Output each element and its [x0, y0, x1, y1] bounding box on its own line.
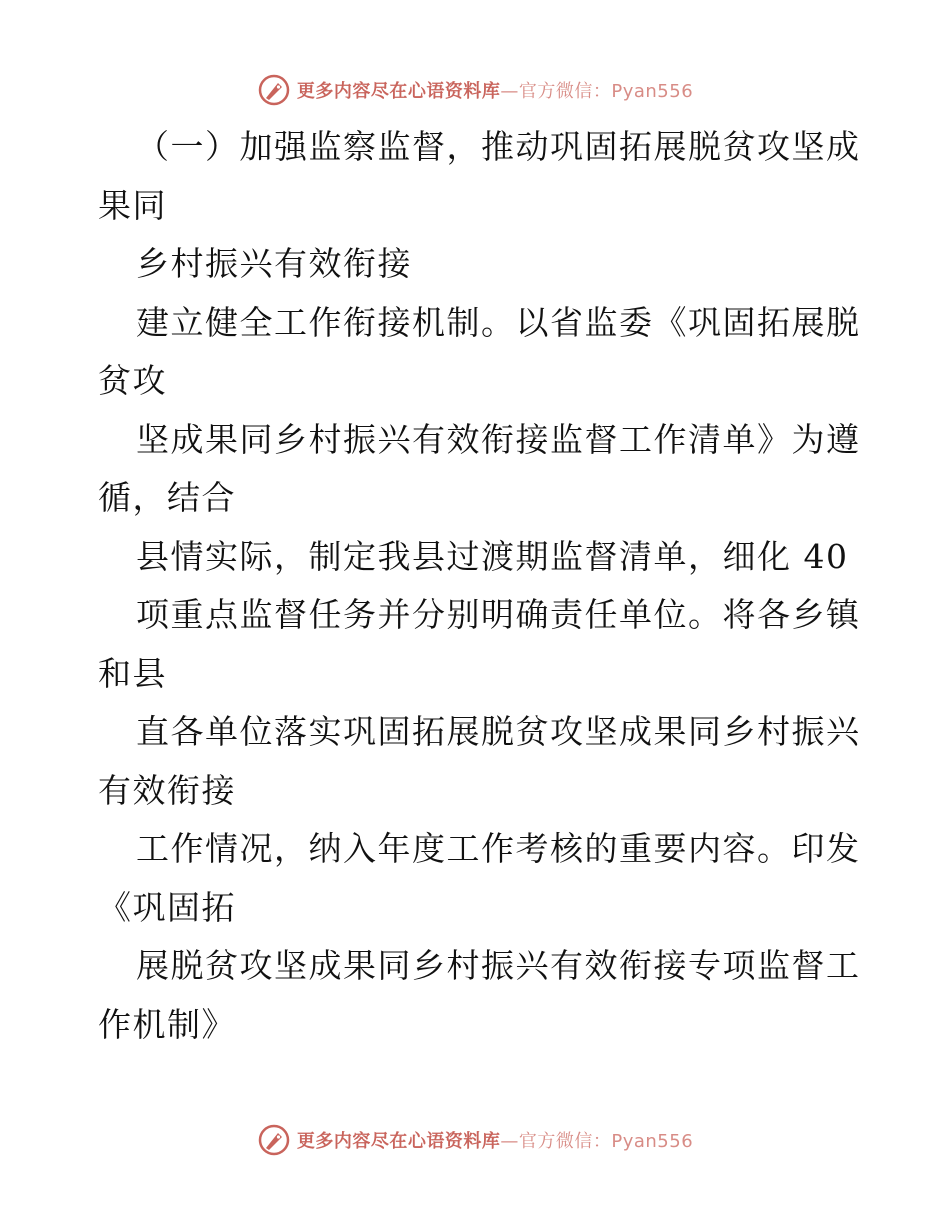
- text-line: 项重点监督任务并分别明确责任单位。将各乡镇: [136, 595, 861, 634]
- text-line: 直各单位落实巩固拓展脱贫攻坚成果同乡村振兴: [136, 712, 861, 751]
- text-line: 工作情况，纳入年度工作考核的重要内容。印发: [136, 829, 861, 868]
- watermark-text: [297, 1127, 693, 1153]
- text-line: 乡村振兴有效衔接: [136, 244, 412, 283]
- text-line: 《巩固拓: [98, 887, 236, 927]
- text-line: 贫攻: [98, 361, 167, 400]
- text-line: 建立健全工作衔接机制。以省监委《巩固拓展脱: [136, 302, 861, 342]
- watermark-prefix: 更多内容尽在心语资料库: [296, 1131, 501, 1152]
- text-line: （一）加强监察监督，推动巩固拓展脱贫攻坚成: [136, 127, 861, 166]
- text-line: 有效衔接: [98, 770, 236, 810]
- text-line: 果同: [98, 185, 167, 225]
- watermark-contact: —官方微信：Pyan556: [500, 81, 694, 102]
- text-line: 展脱贫攻坚成果同乡村振兴有效衔接专项监督工: [136, 946, 861, 985]
- watermark-text: [297, 77, 693, 103]
- text-line: 县情实际，制定我县过渡期监督清单，细化 40: [136, 536, 849, 576]
- pen-nib-logo-icon: [257, 1123, 291, 1157]
- text-line: 作机制》: [98, 1004, 236, 1044]
- text-line: 和县: [98, 653, 167, 693]
- watermark-prefix: 更多内容尽在心语资料库: [296, 81, 501, 102]
- footer-watermark: [0, 1120, 950, 1160]
- watermark-contact: —官方微信：Pyan556: [500, 1131, 694, 1152]
- text-line: 坚成果同乡村振兴有效衔接监督工作清单》为遵: [136, 419, 861, 459]
- header-watermark: [0, 70, 950, 110]
- document-body: [98, 118, 861, 1054]
- text-line: 循，结合: [98, 478, 236, 517]
- pen-nib-logo-icon: [257, 73, 291, 107]
